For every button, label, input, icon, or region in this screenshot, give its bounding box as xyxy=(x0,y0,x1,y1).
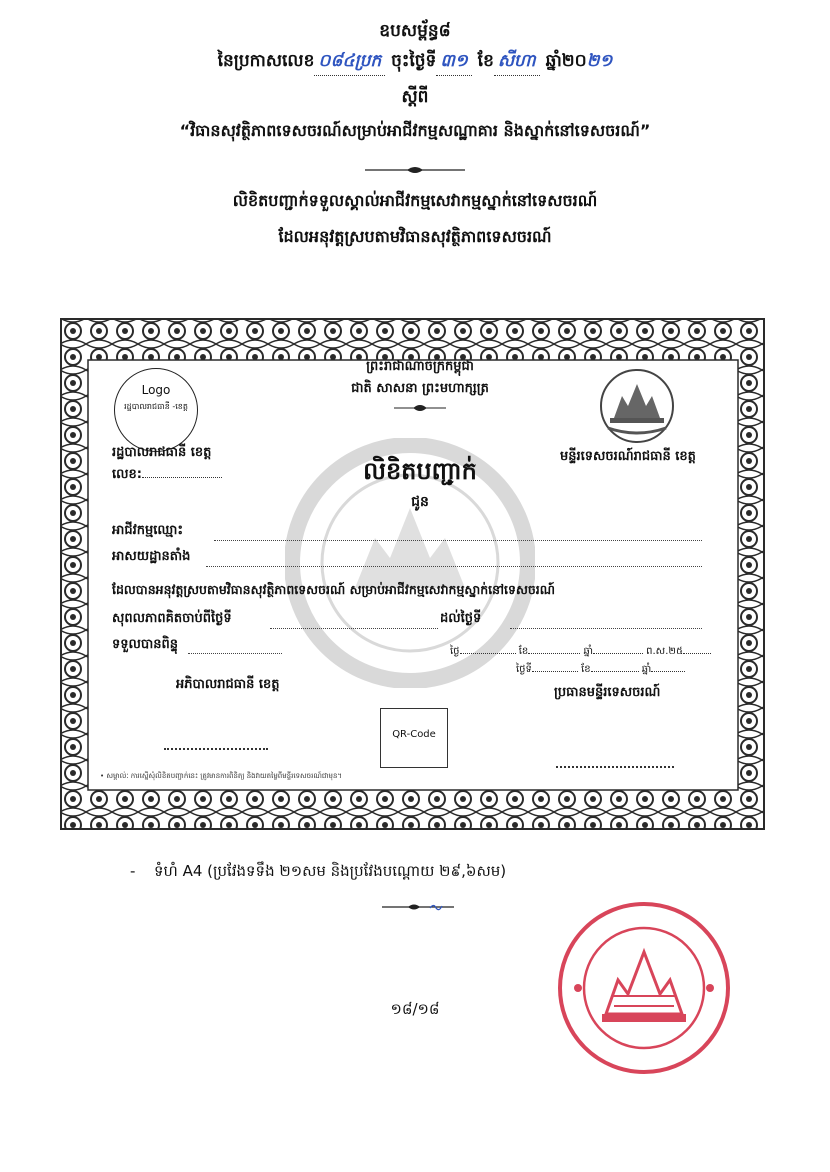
official-stamp-icon xyxy=(556,900,732,1076)
prakas-line xyxy=(0,50,830,76)
year-prefix: ឆ្នាំ២០ xyxy=(545,51,587,71)
director-label: ប្រធានមន្ទីរទេសចរណ៍ xyxy=(554,685,661,700)
field-complies-label: ដែលបានអនុវត្តស្របតាមវិធានសុវត្ថិភាពទេសចរណ៍ សម្រាប់អាជីវកម្មសេវាកម្មស្នាក់នៅទេសចរណ៍ xyxy=(112,582,556,597)
qr-code-label: QR-Code xyxy=(392,729,436,740)
governor-label: អភិបាលរាជធានី ខេត្ត xyxy=(176,677,280,692)
logo-label: Logo xyxy=(141,383,171,397)
date-prefix: ចុះថ្ងៃទី xyxy=(391,51,437,71)
field-business-name-line xyxy=(214,540,702,541)
field-received-line xyxy=(188,653,282,654)
prakas-year: ២១ xyxy=(586,51,613,71)
field-address-line xyxy=(206,566,702,567)
divider-ornament xyxy=(355,163,475,177)
certificate-to: ជូន xyxy=(411,494,429,510)
qr-code-placeholder xyxy=(380,708,448,768)
director-signature-line xyxy=(556,766,674,768)
certificate-title: លិខិតបញ្ជាក់ xyxy=(363,457,477,485)
cert-title-1: លិខិតបញ្ជាក់ទទួលស្គាល់អាជីវកម្មសេវាកម្មស្នាក់នៅទេសចរណ៍ xyxy=(232,191,598,210)
field-valid-from-line xyxy=(270,628,438,629)
page-number: ១៨/១៨ xyxy=(390,1000,440,1018)
field-valid-to-line xyxy=(510,628,702,629)
field-business-name-label: អាជីវកម្មឈ្មោះ xyxy=(112,523,184,538)
kingdom-heading: ព្រះរាជាណាចក្រកម្ពុជា xyxy=(366,359,474,374)
logo-placeholder xyxy=(114,368,198,452)
prakas-day: ៣១ xyxy=(440,51,468,71)
date-line-1: ថ្ងៃ ខែ ឆ្នាំ ព.ស.២៥ xyxy=(450,644,711,659)
field-valid-from-label: សុពលភាពគិតចាប់ពីថ្ងៃទី xyxy=(112,611,232,626)
motto-heading: ជាតិ សាសនា ព្រះមហាក្សត្រ xyxy=(351,381,489,396)
annex-title: ឧបសម្ព័ន្ធ៨ xyxy=(379,21,451,41)
motto-ornament xyxy=(390,402,450,414)
date-line-2: ថ្ងៃទី ខែ ឆ្នាំ xyxy=(516,662,685,677)
ministry-emblem-icon xyxy=(594,366,680,446)
field-received-label: ទទួលបានពិន្ទុ xyxy=(112,637,179,652)
department-label: មន្ទីរទេសចរណ៍រាជធានី ខេត្ត xyxy=(560,449,696,464)
field-valid-to-label: ដល់ថ្ងៃទី xyxy=(440,611,482,626)
footer-ornament xyxy=(378,900,458,914)
subject-title: “វិធានសុវត្ថិភាពទេសចរណ៍សម្រាប់អាជីវកម្មសណ្ឋាគារ និងស្នាក់នៅទេសចរណ៍” xyxy=(179,121,651,140)
prakas-number: ០៨៤ប្រក xyxy=(318,51,382,71)
logo-sub: រដ្ឋបាលរាជធានី -ខេត្ត xyxy=(124,402,188,411)
prakas-prefix: នៃប្រកាសលេខ xyxy=(217,51,315,71)
certificate-note: • សម្គាល់ៈ ការស្នើសុំលិខិតបញ្ជាក់នេះ ត្រូវមានការពិនិត្យ និងវាយតម្លៃពីមន្ទីរទេសចរណ៍ជាមុន។ xyxy=(100,772,343,780)
about-heading: ស្ដីពី xyxy=(401,87,429,107)
field-address-label: អាសយដ្ឋានតាំង xyxy=(112,549,191,564)
cert-title-2: ដែលអនុវត្តស្របតាមវិធានសុវត្ថិភាពទេសចរណ៍ xyxy=(278,227,552,246)
admin-label: រដ្ឋបាលរាជធានី ខេត្ត xyxy=(112,445,212,460)
month-prefix: ខែ xyxy=(477,51,494,71)
governor-signature-line xyxy=(164,748,268,750)
number-label: លេខ: xyxy=(112,466,222,485)
prakas-month: សីហា xyxy=(497,51,536,71)
size-note: - ទំហំ A4 (ប្រវែងទទឹង ២១សម និងប្រវែងបណ្ដោយ ២៩,៦សម) xyxy=(130,862,507,880)
